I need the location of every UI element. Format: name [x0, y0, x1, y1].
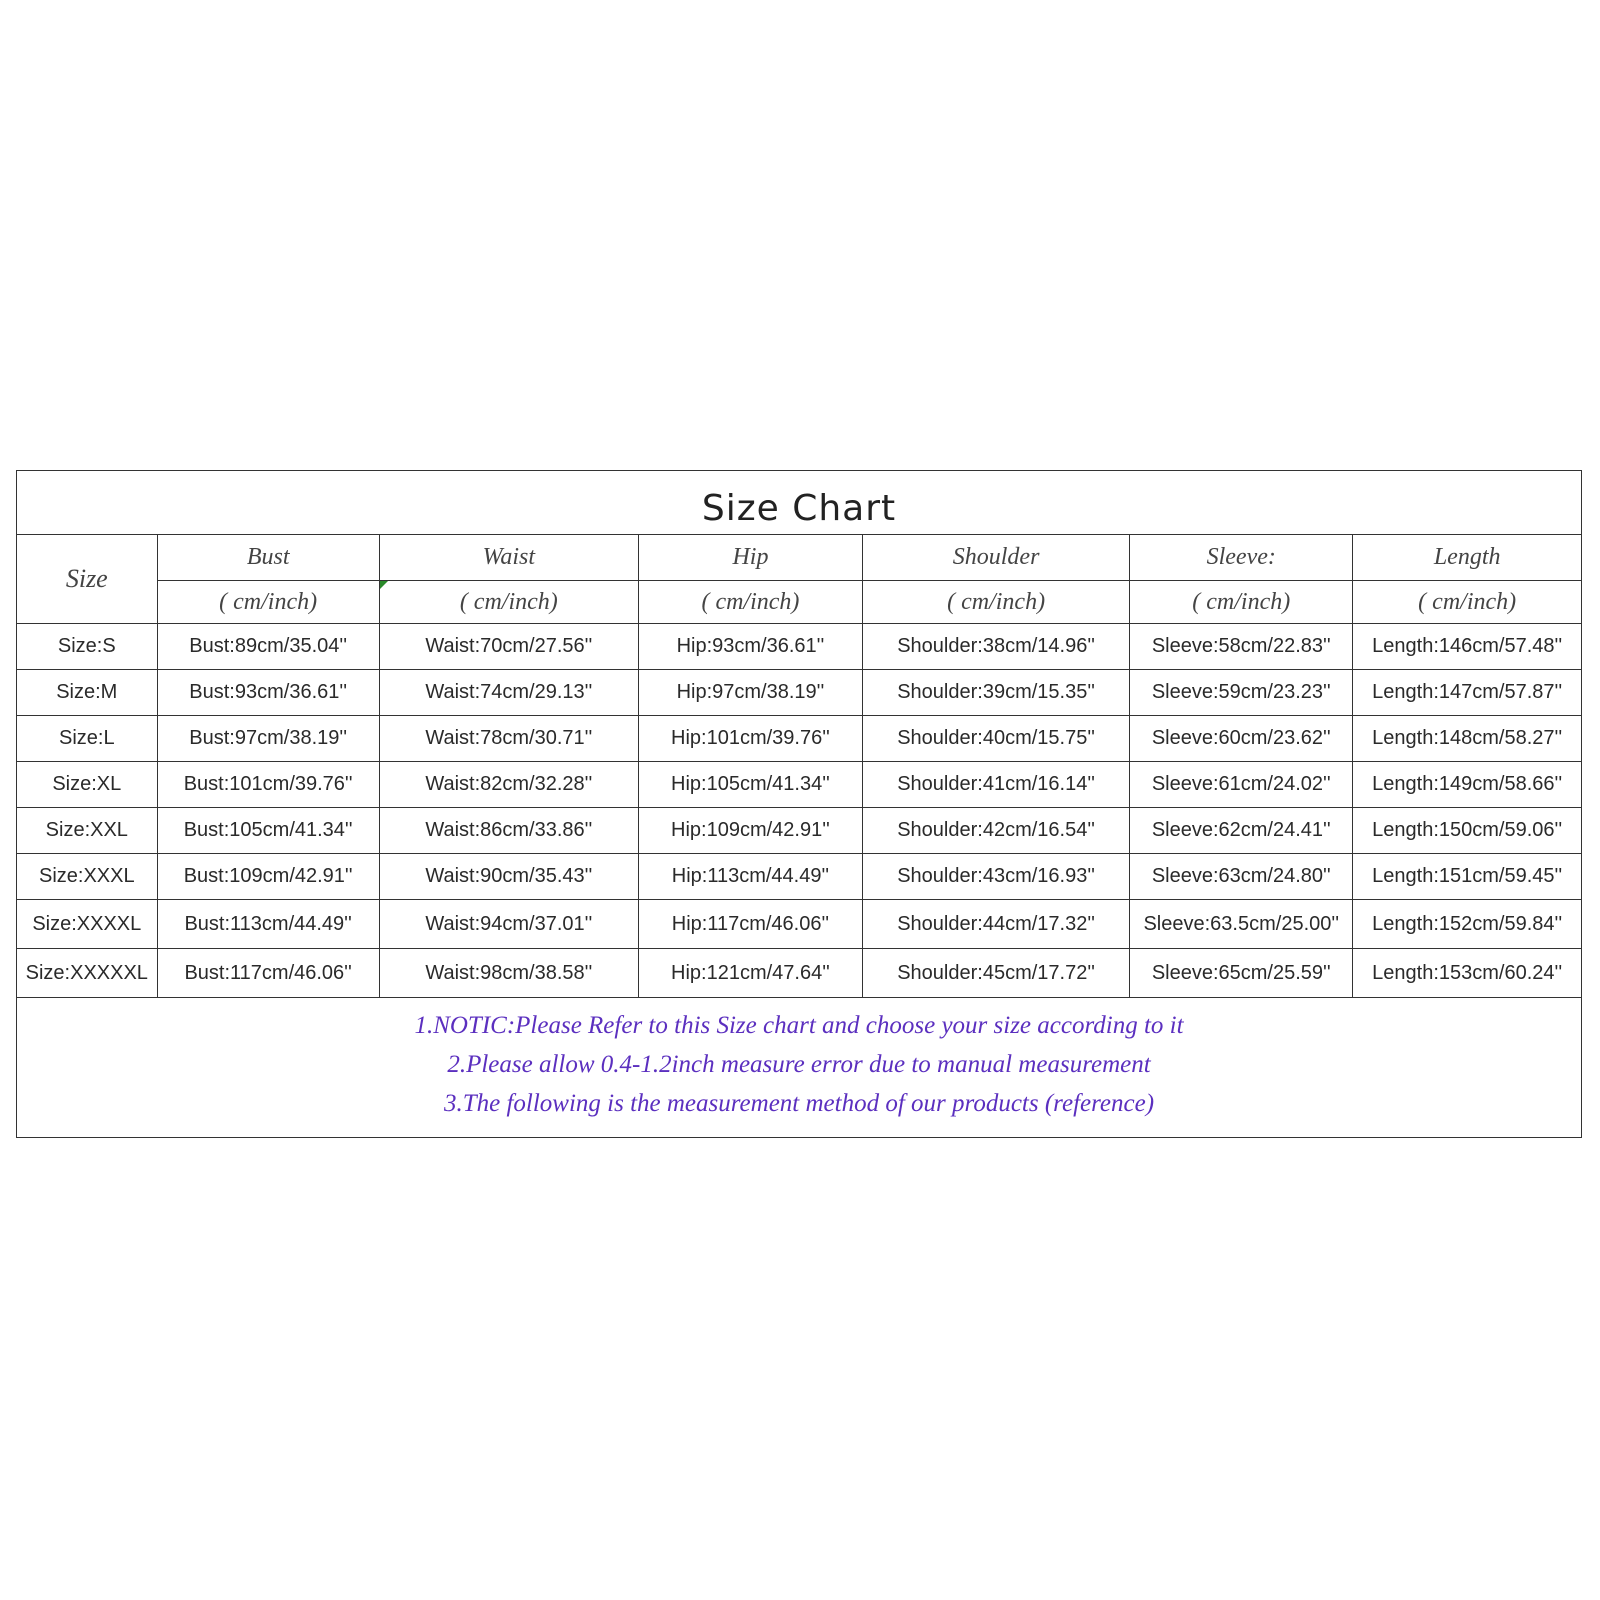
column-header-length: Length: [1353, 535, 1581, 581]
size-label: Size:XXXXL: [17, 900, 157, 949]
measurement-length: Length:149cm/58.66'': [1353, 762, 1581, 808]
unit-label-length: ( cm/inch): [1353, 581, 1581, 624]
measurement-waist: Waist:98cm/38.58'': [379, 949, 638, 998]
measurement-sleeve: Sleeve:59cm/23.23'': [1130, 670, 1353, 716]
note-line-1: 1.NOTIC:Please Refer to this Size chart and choose your size according to it: [414, 1012, 1184, 1039]
cell-corner-marker: [380, 581, 388, 589]
measurement-waist: Waist:74cm/29.13'': [379, 670, 638, 716]
measurement-sleeve: Sleeve:63cm/24.80'': [1130, 854, 1353, 900]
table-row: [17, 900, 1581, 949]
measurement-hip: Hip:113cm/44.49'': [638, 854, 862, 900]
measurement-bust: Bust:89cm/35.04'': [157, 624, 379, 670]
measurement-sleeve: Sleeve:65cm/25.59'': [1130, 949, 1353, 998]
table-row: [17, 949, 1581, 998]
measurement-sleeve: Sleeve:62cm/24.41'': [1130, 808, 1353, 854]
column-header-sleeve: Sleeve:: [1130, 535, 1353, 581]
measurement-shoulder: Shoulder:42cm/16.54'': [863, 808, 1130, 854]
table-row: [17, 716, 1581, 762]
note-line-2: 2.Please allow 0.4-1.2inch measure error due to manual measurement: [447, 1051, 1151, 1078]
size-label: Size:XXXL: [17, 854, 157, 900]
measurement-sleeve: Sleeve:63.5cm/25.00'': [1130, 900, 1353, 949]
notes-section: [17, 997, 1581, 1137]
column-header-hip: Hip: [638, 535, 862, 581]
column-header-waist: Waist: [379, 535, 638, 581]
chart-title: Size Chart: [17, 471, 1581, 535]
measurement-sleeve: Sleeve:60cm/23.62'': [1130, 716, 1353, 762]
measurement-length: Length:147cm/57.87'': [1353, 670, 1581, 716]
measurement-length: Length:152cm/59.84'': [1353, 900, 1581, 949]
note-line-3: 3.The following is the measurement method of our products (reference): [443, 1090, 1155, 1117]
header-row: [17, 535, 1581, 581]
measurement-length: Length:146cm/57.48'': [1353, 624, 1581, 670]
size-label: Size:XL: [17, 762, 157, 808]
column-header-bust: Bust: [157, 535, 379, 581]
measurement-shoulder: Shoulder:45cm/17.72'': [863, 949, 1130, 998]
table-row: [17, 624, 1581, 670]
measurement-hip: Hip:97cm/38.19'': [638, 670, 862, 716]
table-row: [17, 762, 1581, 808]
size-label: Size:XXL: [17, 808, 157, 854]
measurement-waist: Waist:78cm/30.71'': [379, 716, 638, 762]
table-row: [17, 670, 1581, 716]
unit-label-sleeve: ( cm/inch): [1130, 581, 1353, 624]
measurement-waist: Waist:94cm/37.01'': [379, 900, 638, 949]
measurement-bust: Bust:97cm/38.19'': [157, 716, 379, 762]
measurement-hip: Hip:121cm/47.64'': [638, 949, 862, 998]
table-row: [17, 808, 1581, 854]
measurement-bust: Bust:109cm/42.91'': [157, 854, 379, 900]
measurement-shoulder: Shoulder:41cm/16.14'': [863, 762, 1130, 808]
size-column-header: Size: [17, 535, 157, 624]
measurement-length: Length:153cm/60.24'': [1353, 949, 1581, 998]
measurement-sleeve: Sleeve:61cm/24.02'': [1130, 762, 1353, 808]
measurement-length: Length:151cm/59.45'': [1353, 854, 1581, 900]
measurement-sleeve: Sleeve:58cm/22.83'': [1130, 624, 1353, 670]
measurement-length: Length:150cm/59.06'': [1353, 808, 1581, 854]
measurement-bust: Bust:113cm/44.49'': [157, 900, 379, 949]
size-label: Size:M: [17, 670, 157, 716]
measurement-hip: Hip:105cm/41.34'': [638, 762, 862, 808]
measurement-shoulder: Shoulder:40cm/15.75'': [863, 716, 1130, 762]
measurement-bust: Bust:93cm/36.61'': [157, 670, 379, 716]
column-header-shoulder: Shoulder: [863, 535, 1130, 581]
measurement-hip: Hip:117cm/46.06'': [638, 900, 862, 949]
measurement-length: Length:148cm/58.27'': [1353, 716, 1581, 762]
measurement-shoulder: Shoulder:43cm/16.93'': [863, 854, 1130, 900]
measurement-hip: Hip:109cm/42.91'': [638, 808, 862, 854]
measurement-shoulder: Shoulder:38cm/14.96'': [863, 624, 1130, 670]
size-chart: [16, 470, 1582, 1138]
measurement-shoulder: Shoulder:44cm/17.32'': [863, 900, 1130, 949]
measurement-hip: Hip:93cm/36.61'': [638, 624, 862, 670]
measurement-waist: Waist:86cm/33.86'': [379, 808, 638, 854]
measurement-hip: Hip:101cm/39.76'': [638, 716, 862, 762]
size-label: Size:S: [17, 624, 157, 670]
unit-row: [17, 581, 1581, 624]
measurement-bust: Bust:101cm/39.76'': [157, 762, 379, 808]
table-row: [17, 854, 1581, 900]
measurement-bust: Bust:117cm/46.06'': [157, 949, 379, 998]
measurement-waist: Waist:90cm/35.43'': [379, 854, 638, 900]
unit-label-bust: ( cm/inch): [157, 581, 379, 624]
unit-label-waist: ( cm/inch): [379, 581, 638, 624]
measurement-waist: Waist:70cm/27.56'': [379, 624, 638, 670]
unit-label-shoulder: ( cm/inch): [863, 581, 1130, 624]
size-table: [17, 535, 1581, 997]
measurement-waist: Waist:82cm/32.28'': [379, 762, 638, 808]
measurement-bust: Bust:105cm/41.34'': [157, 808, 379, 854]
measurement-shoulder: Shoulder:39cm/15.35'': [863, 670, 1130, 716]
size-label: Size:L: [17, 716, 157, 762]
size-label: Size:XXXXXL: [17, 949, 157, 998]
unit-label-hip: ( cm/inch): [638, 581, 862, 624]
